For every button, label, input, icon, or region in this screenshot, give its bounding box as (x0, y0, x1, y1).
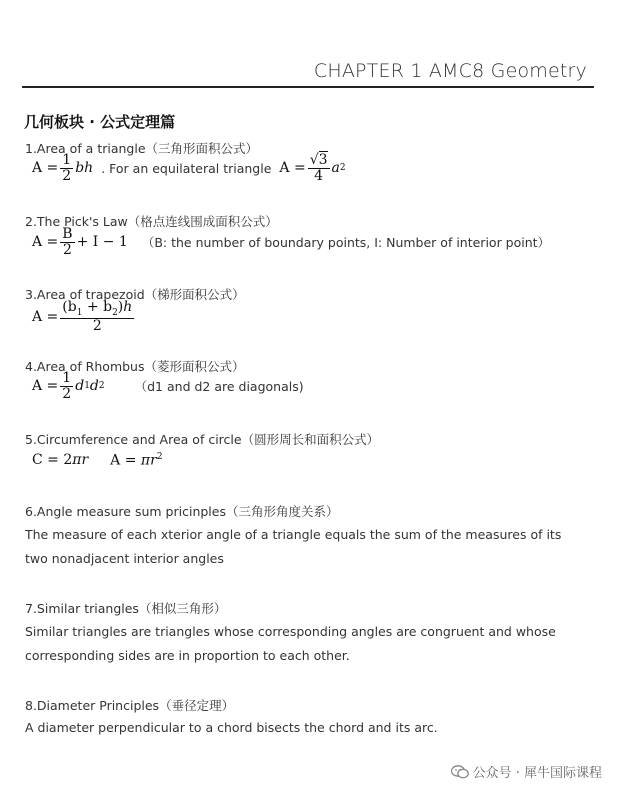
triangle-area-formula: A = $\frac{1}{2}$ bh . For an equilateral triangle A = $\frac{√3}{4}$ a 2 (32, 152, 346, 184)
rhombus-note: （d1 and d2 are diagonals) (134, 379, 304, 395)
item-7-line-2: corresponding sides are in proportion to each other. (25, 648, 350, 663)
item-8-title: 8.Diameter Principles（垂径定理） (25, 698, 235, 713)
equilateral-note: . For an equilateral triangle (101, 160, 272, 176)
item-1-title: 1.Area of a triangle（三角形面积公式） (25, 141, 259, 156)
item-7-title: 7.Similar triangles（相似三角形） (25, 601, 227, 616)
item-6-line-1: The measure of each xterior angle of a triangle equals the sum of the measures of its (25, 527, 562, 542)
watermark (451, 762, 602, 781)
title-divider (22, 86, 594, 88)
item-5-title: 5.Circumference and Area of circle（圆形周长和面积公式） (25, 432, 380, 447)
formula-expression: A = (32, 160, 59, 177)
rhombus-area-formula: A = $\frac{1}{2}$ d 1 d 2 （d1 and d2 are diagonals) (32, 370, 304, 402)
circle-formulas: C = 2πr $A = \pi r^2$ (32, 452, 163, 469)
picks-law-formula: A = $\frac{B}{2}$ + I − 1 （B: the number of boundary points, I: Number of interior point） (32, 226, 551, 258)
chapter-title: CHAPTER 1 AMC8 Geometry (313, 60, 587, 82)
watermark-text: 公众号 · 犀牛国际课程 (472, 766, 602, 781)
item-6-title: 6.Angle measure sum pricinples（三角形角度关系） (25, 504, 339, 519)
picks-law-note: （B: the number of boundary points, I: Number of interior point） (141, 235, 551, 251)
wechat-icon (451, 765, 469, 779)
section-heading: 几何板块 · 公式定理篇 (24, 113, 176, 131)
item-4-title: 4.Area of Rhombus（菱形面积公式） (25, 359, 245, 374)
item-8-line-1: A diameter perpendicular to a chord bisects the chord and its arc. (25, 720, 438, 735)
trapezoid-area-formula: A = $\frac{(b_1 + b_2)h}{2}$ (32, 299, 133, 335)
item-2-title: 2.The Pick's Law（格点连线围成面积公式） (25, 214, 278, 229)
item-6-line-2: two nonadjacent interior angles (25, 551, 224, 566)
item-3-title: 3.Area of trapezoid（梯形面积公式） (25, 287, 245, 302)
item-7-line-1: Similar triangles are triangles whose corresponding angles are congruent and whose (25, 624, 556, 639)
